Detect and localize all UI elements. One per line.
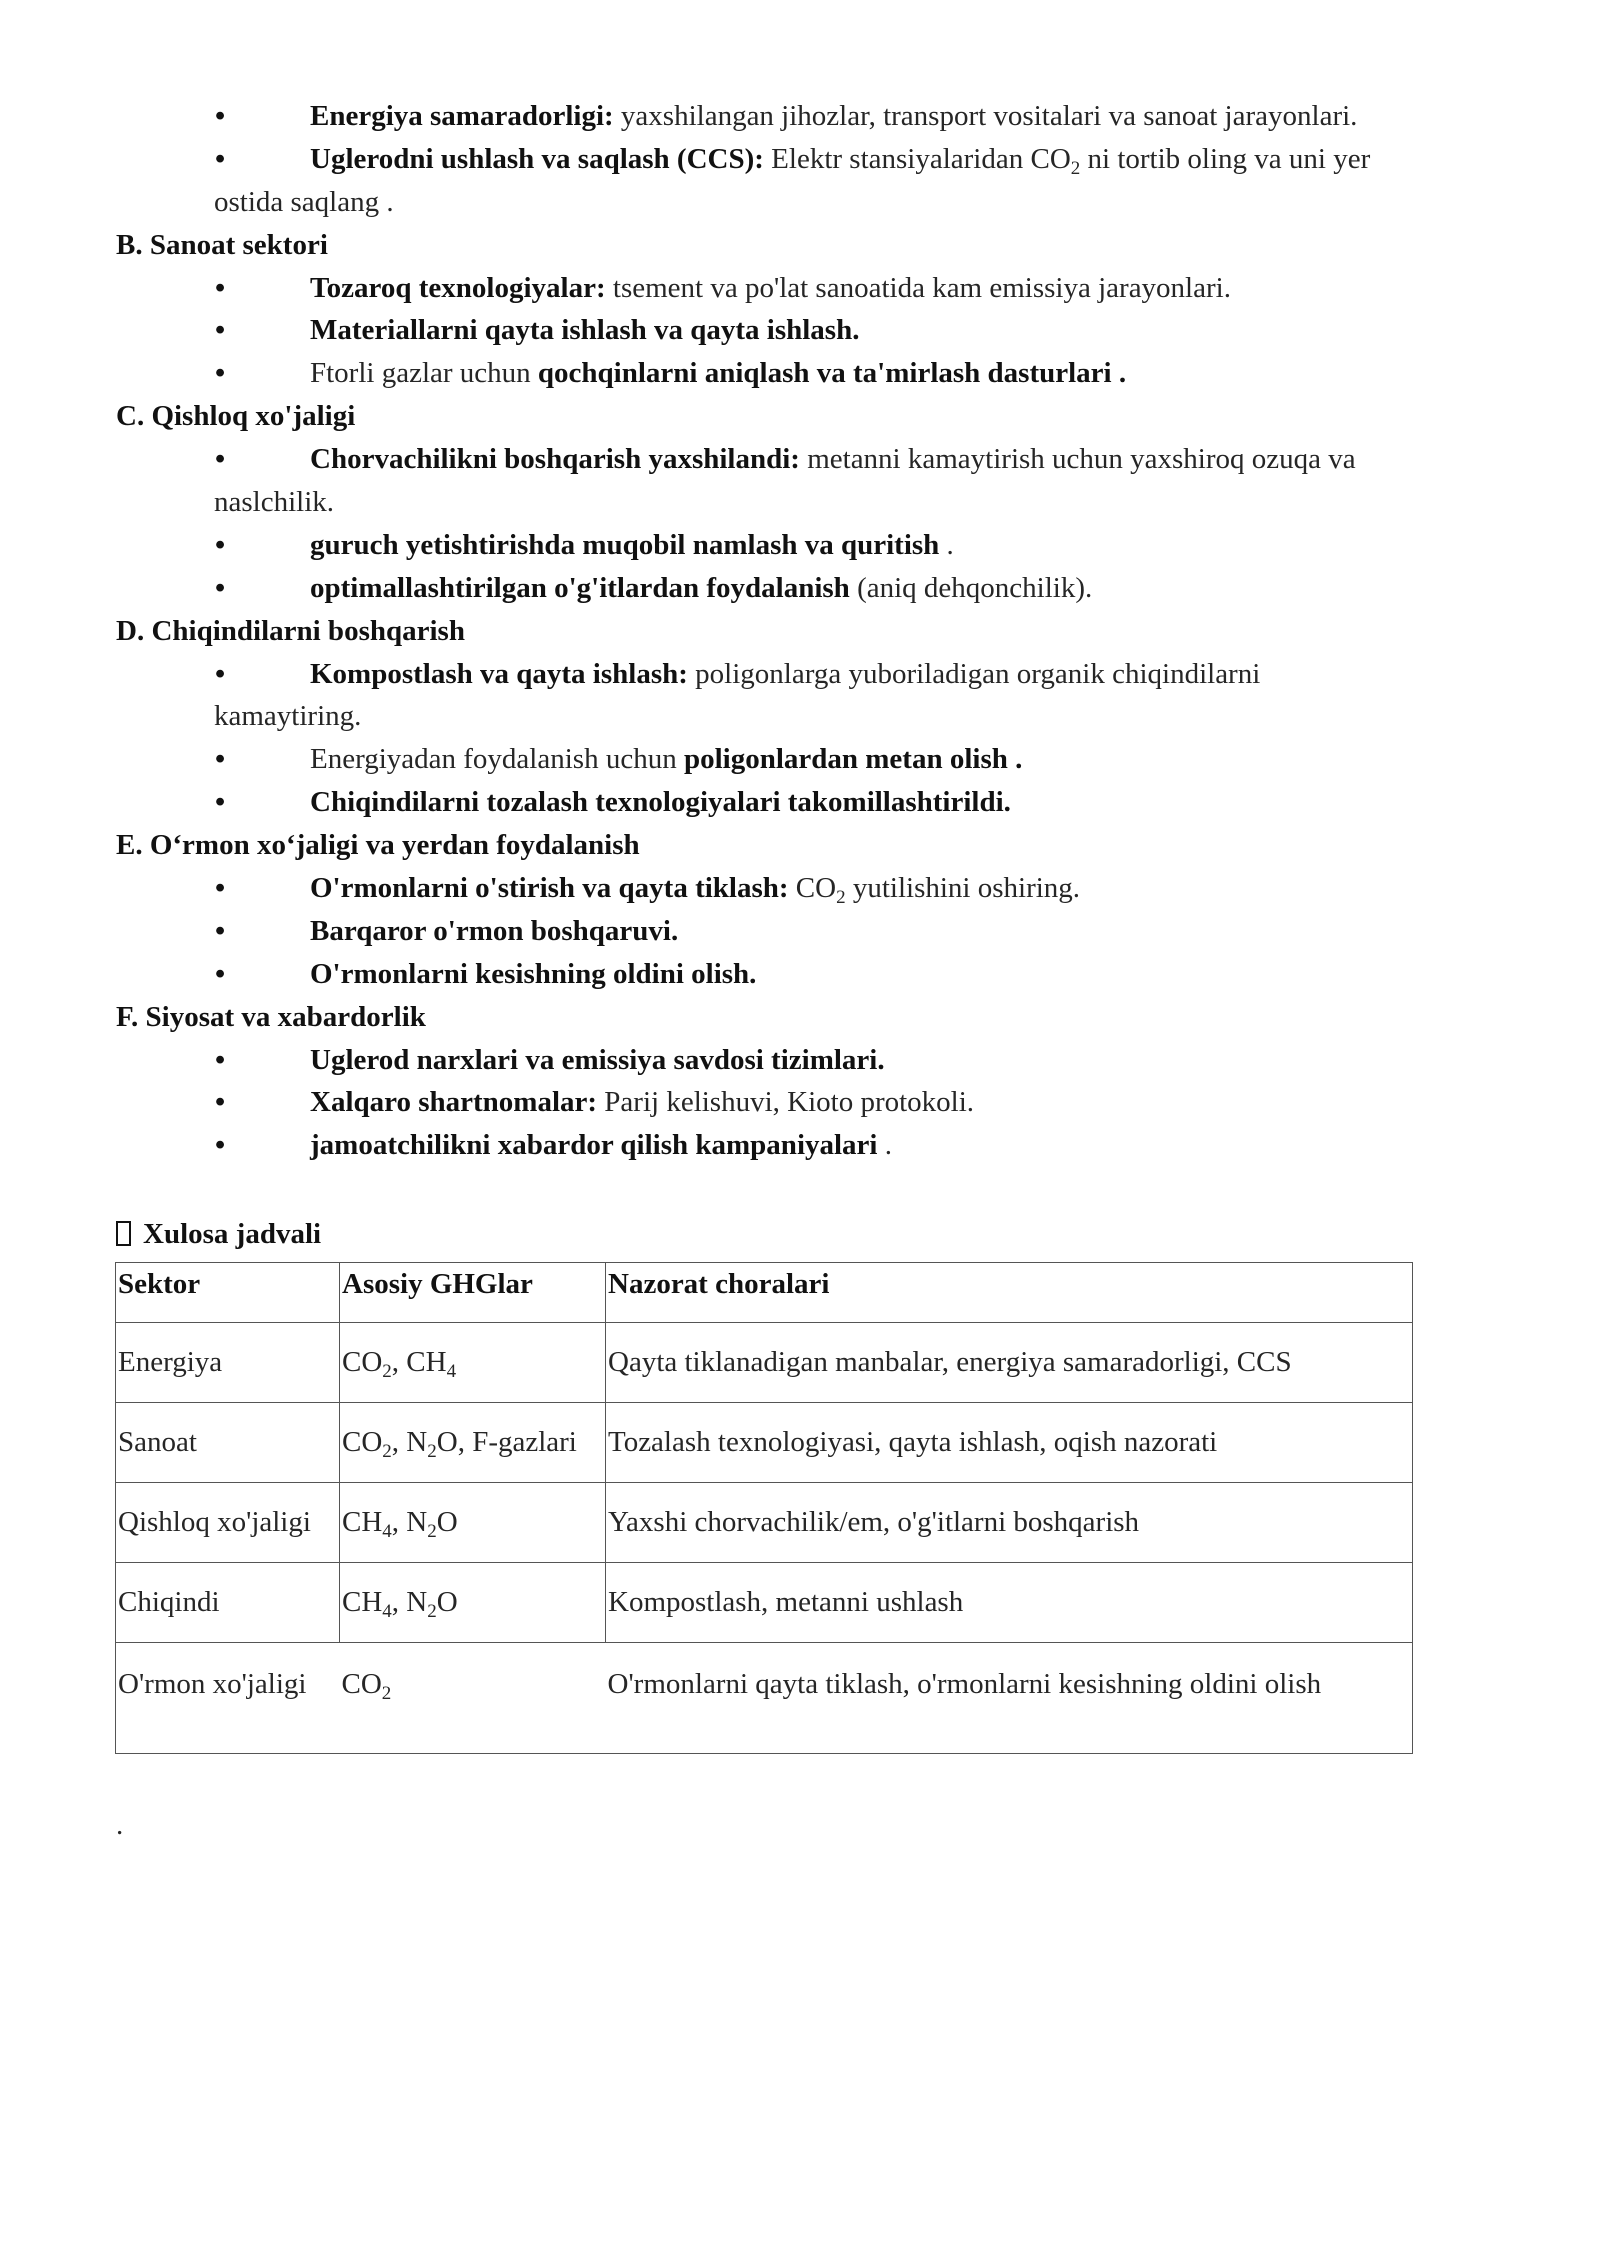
bullet-item-line <box>116 138 1556 181</box>
table-row <box>116 1643 1413 1754</box>
ghg-cell <box>340 1403 606 1483</box>
document-body <box>116 95 1556 1167</box>
table-row <box>116 1323 1413 1403</box>
bullet-marker: • <box>215 1129 226 1162</box>
bullet-marker: • <box>215 872 226 905</box>
table-header-row <box>116 1263 1413 1323</box>
bullet-marker: • <box>215 914 226 947</box>
bullet-item-line <box>116 695 1556 738</box>
bullet-marker: • <box>215 528 226 561</box>
table-header-measures: Nazorat choralari <box>606 1263 1413 1323</box>
ghg-cell <box>340 1643 606 1754</box>
plain-text: O <box>436 1506 458 1539</box>
bullet-item <box>116 267 1556 310</box>
plain-text: , CH <box>391 1346 447 1379</box>
subscript: 2 <box>836 887 846 909</box>
section-heading: B. Sanoat sektori <box>116 228 328 261</box>
bullet-item-line <box>116 1124 1556 1167</box>
bullet-item <box>116 567 1556 610</box>
plain-text: Energiyadan foydalanish uchun <box>310 743 684 776</box>
bold-text: Tozaroq texnologiyalar: <box>310 271 606 304</box>
bold-text: Materiallarni qayta ishlash va qayta ishlash. <box>310 314 860 347</box>
bullet-item-line <box>116 738 1556 781</box>
subscript: 2 <box>427 1601 437 1623</box>
table-row <box>116 1483 1413 1563</box>
sector-cell: Sanoat <box>116 1403 340 1483</box>
missing-glyph-icon <box>116 1221 131 1246</box>
bullet-item-line <box>116 481 1556 524</box>
bullet-item <box>116 781 1556 824</box>
subscript: 4 <box>446 1361 457 1383</box>
measures-cell: Tozalash texnologiyasi, qayta ishlash, oqish nazorati <box>606 1403 1413 1483</box>
bullet-item-line <box>116 309 1556 352</box>
bullet-marker: • <box>215 271 226 304</box>
sector-cell: Qishloq xo'jaligi <box>116 1483 340 1563</box>
table-row <box>116 1563 1413 1643</box>
bold-text: O'rmonlarni kesishning oldini olish. <box>310 957 757 990</box>
bullet-item-line <box>116 781 1556 824</box>
plain-text: , N <box>391 1426 428 1459</box>
bold-text: Kompostlash va qayta ishlash: <box>310 657 688 690</box>
plain-text: CH <box>342 1506 383 1539</box>
bullet-item-line <box>116 95 1556 138</box>
table-row <box>116 1403 1413 1483</box>
plain-text: metanni kamaytirish uchun yaxshiroq ozuqa va <box>799 443 1356 476</box>
bold-text: qochqinlarni aniqlash va ta'mirlash dasturlari . <box>537 357 1127 390</box>
bullet-item <box>116 953 1556 996</box>
section-heading: C. Qishloq xo'jaligi <box>116 400 356 433</box>
plain-text: poligonlarga yuboriladigan organik chiqindilarni <box>687 657 1261 690</box>
bullet-item-line <box>116 352 1556 395</box>
bold-text: Barqaror o'rmon boshqaruvi. <box>310 914 679 947</box>
plain-text: . <box>939 528 954 561</box>
section <box>116 95 1556 224</box>
bullet-item <box>116 1081 1556 1124</box>
bold-text: Uglerod narxlari va emissiya savdosi tizimlari. <box>310 1043 885 1076</box>
bold-text: poligonlardan metan olish . <box>683 743 1023 776</box>
bullet-item-line <box>116 867 1556 910</box>
bullet-item-line <box>116 438 1556 481</box>
subscript: 2 <box>427 1441 437 1463</box>
bullet-item-line <box>116 1081 1556 1124</box>
summary-title: Xulosa jadvali <box>143 1218 322 1250</box>
plain-text: tsement va po'lat sanoatida kam emissiya jarayonlari. <box>605 271 1231 304</box>
plain-text: ostida saqlang . <box>214 185 394 218</box>
bullet-marker: • <box>215 100 226 132</box>
bullet-item <box>116 309 1556 352</box>
plain-text: CH <box>342 1586 383 1619</box>
ghg-cell <box>340 1323 606 1403</box>
section <box>116 610 1556 824</box>
plain-text: CO <box>788 872 837 905</box>
bullet-item-line <box>116 910 1556 953</box>
summary-heading <box>116 1213 321 1256</box>
plain-text: Ftorli gazlar uchun <box>310 357 538 390</box>
table-header-ghg: Asosiy GHGlar <box>340 1263 606 1323</box>
plain-text: Elektr stansiyalaridan CO <box>763 142 1071 175</box>
plain-text: naslchilik. <box>214 486 335 519</box>
subscript: 2 <box>381 1683 392 1704</box>
bullet-marker: • <box>215 571 226 604</box>
subscript: 4 <box>382 1601 392 1623</box>
plain-text: Parij kelishuvi, Kioto protokoli. <box>597 1086 975 1119</box>
plain-text: O, F-gazlari <box>436 1426 577 1459</box>
section-heading: D. Chiqindilarni boshqarish <box>116 614 465 647</box>
plain-text: (aniq dehqonchilik). <box>849 571 1093 604</box>
bullet-item-line <box>116 524 1556 567</box>
subscript: 4 <box>382 1521 392 1543</box>
measures-cell: Qayta tiklanadigan manbalar, energiya samaradorligi, CCS <box>606 1323 1413 1403</box>
plain-text: O <box>436 1586 458 1619</box>
table-header-sector: Sektor <box>116 1263 340 1323</box>
bullet-marker: • <box>215 443 226 476</box>
plain-text: CO <box>341 1668 382 1700</box>
bullet-item-line <box>116 567 1556 610</box>
bullet-item <box>116 653 1556 739</box>
section-heading: E. O‘rmon xo‘jaligi va yerdan foydalanish <box>116 829 640 862</box>
bullet-item-line <box>116 267 1556 310</box>
plain-text: yutilishini oshiring. <box>845 872 1081 905</box>
bold-text: jamoatchilikni xabardor qilish kampaniyalari <box>310 1129 878 1162</box>
bullet-marker: • <box>215 357 226 390</box>
measures-cell: Kompostlash, metanni ushlash <box>606 1563 1413 1643</box>
bullet-item-line <box>116 1039 1556 1082</box>
subscript: 2 <box>382 1361 392 1383</box>
section <box>116 395 1556 609</box>
bold-text: Xalqaro shartnomalar: <box>310 1086 598 1119</box>
plain-text: kamaytiring. <box>214 700 362 733</box>
sector-cell: O'rmon xo'jaligi <box>116 1643 340 1754</box>
bullet-marker: • <box>215 1086 226 1119</box>
bullet-marker: • <box>215 957 226 990</box>
bold-text: O'rmonlarni o'stirish va qayta tiklash: <box>310 872 789 905</box>
plain-text: , N <box>391 1586 428 1619</box>
subscript: 2 <box>427 1521 437 1543</box>
plain-text: CO <box>342 1346 383 1379</box>
bullet-item <box>116 738 1556 781</box>
sector-cell: Chiqindi <box>116 1563 340 1643</box>
measures-cell: Yaxshi chorvachilik/em, o'g'itlarni boshqarish <box>606 1483 1413 1563</box>
bullet-marker: • <box>215 743 226 776</box>
bullet-marker: • <box>215 314 226 347</box>
bullet-item <box>116 1039 1556 1082</box>
bullet-item <box>116 524 1556 567</box>
plain-text: CO <box>342 1426 383 1459</box>
bold-text: Chorvachilikni boshqarish yaxshilandi: <box>310 443 800 476</box>
plain-text: . <box>877 1129 892 1162</box>
bullet-marker: • <box>215 786 226 819</box>
subscript: 2 <box>1070 157 1081 179</box>
bullet-item-line <box>116 181 1556 224</box>
bullet-item <box>116 910 1556 953</box>
bullet-item <box>116 95 1556 138</box>
bullet-marker: • <box>215 657 226 690</box>
bold-text: guruch yetishtirishda muqobil namlash va quritish <box>310 528 940 561</box>
table-body <box>116 1323 1413 1754</box>
section <box>116 224 1556 396</box>
section <box>116 996 1556 1168</box>
sector-cell: Energiya <box>116 1323 340 1403</box>
subscript: 2 <box>382 1441 392 1463</box>
bold-text: Chiqindilarni tozalash texnologiyalari takomillashtirildi. <box>310 786 1011 819</box>
trailing-period: . <box>116 1809 124 1841</box>
ghg-cell <box>340 1563 606 1643</box>
bullet-marker: • <box>215 1043 226 1076</box>
bullet-item <box>116 352 1556 395</box>
bullet-item-line <box>116 653 1556 696</box>
summary-table <box>115 1262 1413 1754</box>
bold-text: Uglerodni ushlash va saqlash (CCS): <box>310 142 764 175</box>
measures-cell: O'rmonlarni qayta tiklash, o'rmonlarni kesishning oldini olish <box>606 1643 1413 1754</box>
bullet-item <box>116 867 1556 910</box>
bullet-item-line <box>116 953 1556 996</box>
bullet-marker: • <box>215 142 226 175</box>
section <box>116 824 1556 996</box>
plain-text: , N <box>391 1506 428 1539</box>
bullet-item <box>116 438 1556 524</box>
section-heading: F. Siyosat va xabardorlik <box>116 1000 426 1033</box>
plain-text: ni tortib oling va uni yer <box>1080 142 1371 175</box>
bullet-item <box>116 1124 1556 1167</box>
bold-text: optimallashtirilgan o'g'itlardan foydalanish <box>310 571 850 604</box>
bullet-item <box>116 138 1556 224</box>
bold-text: Energiya samaradorligi: <box>310 100 614 132</box>
plain-text: yaxshilangan jihozlar, transport vositalari va sanoat jarayonlari. <box>613 100 1358 132</box>
ghg-cell <box>340 1483 606 1563</box>
